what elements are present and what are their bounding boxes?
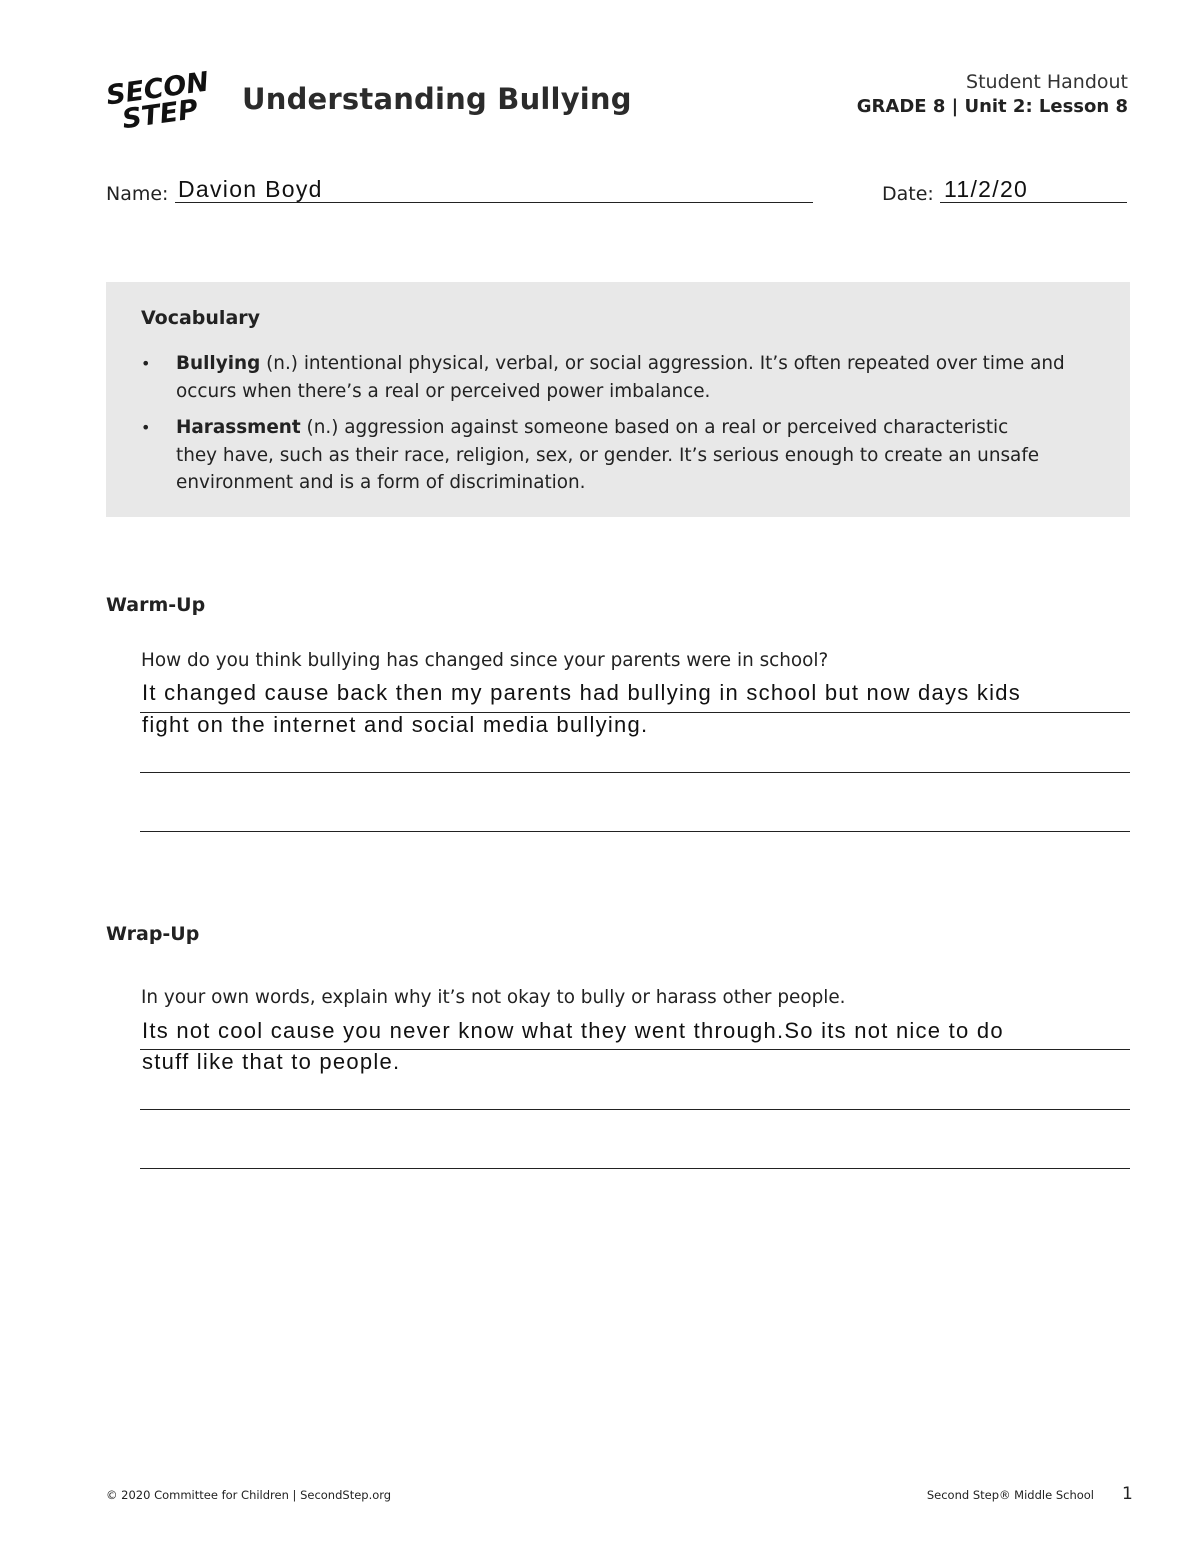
date-value[interactable]: 11/2/20 [944,176,1029,202]
bullet-icon: • [141,418,151,437]
grade-lesson-label: GRADE 8 | Unit 2: Lesson 8 [856,96,1128,117]
warm-up-answer-line-2[interactable]: fight on the internet and social media bullying. [142,712,649,737]
vocab-definition: they have, such as their race, religion, sex, or gender. It’s serious enough to create an unsafe [176,444,1040,466]
date-label: Date: [882,183,934,205]
svg-text:SECOND: SECOND [104,70,210,112]
name-label: Name: [106,183,169,205]
vocab-item-harassment [176,414,1111,497]
answer-line [140,772,1130,773]
wrap-up-answer-line-1[interactable]: Its not cool cause you never know what they went through.So its not nice to do [142,1018,1004,1043]
warm-up-heading: Warm-Up [106,594,206,616]
vocab-term: Harassment [176,417,301,438]
answer-line [140,1168,1130,1169]
vocab-term: Bullying [176,353,261,374]
warm-up-prompt: How do you think bullying has changed since your parents were in school? [141,650,829,671]
vocab-item-bullying [176,350,1111,405]
vocab-definition: occurs when there’s a real or perceived power imbalance. [176,380,711,402]
page-title: Understanding Bullying [242,82,632,116]
name-value[interactable]: Davion Boyd [178,176,323,202]
page-number: 1 [1122,1484,1133,1504]
date-field-line [940,202,1127,203]
vocab-definition: environment and is a form of discrimination. [176,472,586,493]
answer-line [140,831,1130,832]
vocab-definition: (n.) intentional physical, verbal, or social aggression. It’s often repeated over time and [260,353,1065,374]
wrap-up-answer-line-2[interactable]: stuff like that to people. [142,1049,401,1074]
bullet-icon: • [141,354,151,373]
program-footer: Second Step® Middle School [926,1488,1094,1502]
name-field-line [175,202,813,203]
warm-up-answer-line-1[interactable]: It changed cause back then my parents had bullying in school but now days kids [142,680,1021,705]
wrap-up-prompt: In your own words, explain why it’s not okay to bully or harass other people. [141,987,846,1008]
handout-label: Student Handout [966,71,1128,93]
vocab-definition: (n.) aggression against someone based on a real or perceived characteristic [300,417,1009,438]
copyright-footer: © 2020 Committee for Children | SecondStep.org [106,1488,392,1502]
wrap-up-heading: Wrap-Up [106,923,200,945]
vocabulary-heading: Vocabulary [141,307,261,329]
svg-text:STEP: STEP [120,94,200,132]
answer-line [140,1109,1130,1110]
second-step-logo [104,70,210,132]
